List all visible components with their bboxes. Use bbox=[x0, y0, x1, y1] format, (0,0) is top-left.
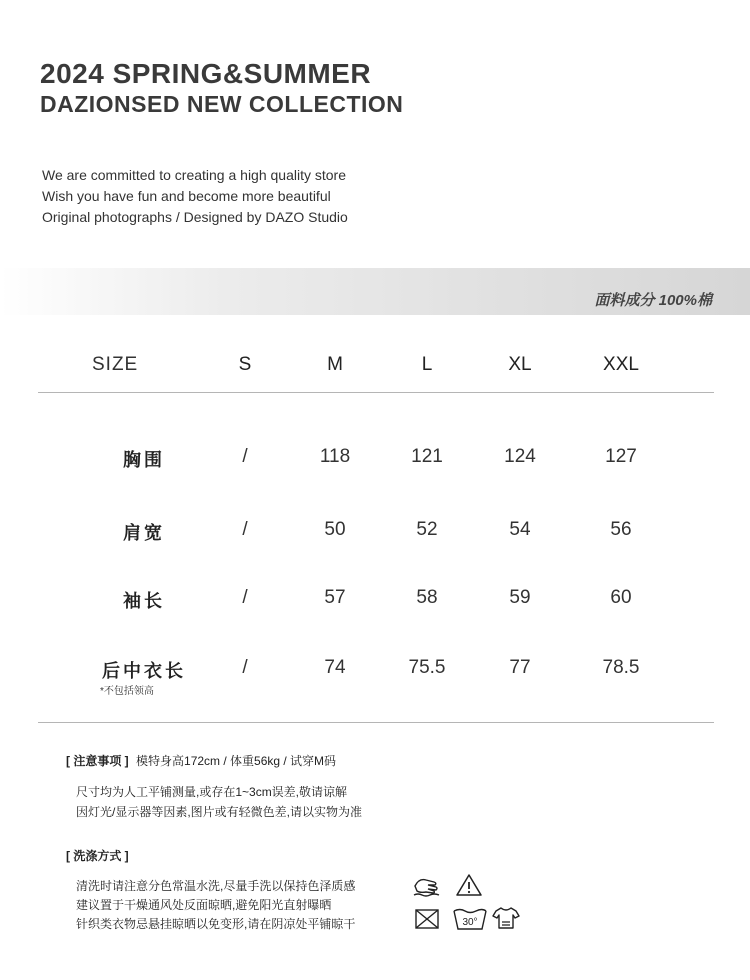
size-m: M bbox=[327, 354, 343, 375]
table-cell: 52 bbox=[416, 519, 438, 540]
table-cell: / bbox=[242, 446, 248, 467]
row-note-collar: *不包括领高 bbox=[100, 686, 154, 697]
table-divider-bottom bbox=[38, 722, 714, 723]
size-header-label: SIZE bbox=[92, 354, 139, 375]
table-cell: 56 bbox=[610, 519, 632, 540]
table-cell: / bbox=[242, 519, 248, 540]
iron-icon bbox=[492, 905, 520, 931]
washing-line-2: 建议置于干燥通风处反面晾晒,避免阳光直射曝晒 bbox=[76, 898, 332, 912]
table-cell: 58 bbox=[416, 587, 438, 608]
collection-title: 2024 SPRING&SUMMER bbox=[40, 58, 372, 89]
notes-section bbox=[66, 752, 336, 769]
intro-line-1: We are committed to creating a high quality store bbox=[42, 167, 347, 183]
table-cell: 75.5 bbox=[408, 657, 446, 678]
no-tumble-dry-icon bbox=[414, 907, 440, 931]
size-xl: XL bbox=[508, 354, 532, 375]
size-l: L bbox=[421, 354, 433, 375]
size-xxl: XXL bbox=[603, 354, 639, 375]
wash-30-icon bbox=[452, 906, 488, 932]
table-cell: 127 bbox=[605, 446, 637, 467]
row-label-chest: 胸围 bbox=[123, 450, 165, 470]
hand-wash-icon bbox=[412, 872, 442, 898]
washing-line-3: 针织类衣物忌悬挂晾晒以免变形,请在阴凉处平铺晾干 bbox=[76, 917, 356, 931]
size-s: S bbox=[238, 354, 252, 375]
collection-subtitle: DAZIONSED NEW COLLECTION bbox=[40, 91, 404, 117]
note-line-1: 尺寸均为人工平铺测量,或存在1~3cm误差,敬请谅解 bbox=[76, 785, 348, 799]
row-label-back-length: 后中衣长 bbox=[102, 661, 186, 681]
fabric-composition: 面料成分 100%棉 bbox=[594, 292, 712, 309]
table-cell: 50 bbox=[324, 519, 346, 540]
intro-line-3: Original photographs / Designed by DAZO Studio bbox=[42, 209, 348, 225]
warning-icon bbox=[455, 873, 483, 897]
table-cell: 118 bbox=[319, 446, 351, 467]
washing-line-1: 清洗时请注意分色常温水洗,尽量手洗以保持色泽质感 bbox=[76, 879, 356, 893]
table-cell: 121 bbox=[411, 446, 443, 467]
row-label-shoulder: 肩宽 bbox=[123, 523, 165, 543]
wash-temp-label: 30° bbox=[462, 917, 478, 928]
table-cell: 59 bbox=[509, 587, 531, 608]
table-cell: 124 bbox=[504, 446, 536, 467]
washing-title: [ 洗涤方式 ] bbox=[66, 849, 129, 863]
table-cell: / bbox=[242, 657, 248, 678]
table-cell: / bbox=[242, 587, 248, 608]
notes-title: [ 注意事项 ] bbox=[66, 754, 129, 768]
note-line-2: 因灯光/显示器等因素,图片或有轻微色差,请以实物为准 bbox=[76, 805, 363, 819]
table-cell: 60 bbox=[610, 587, 632, 608]
model-info: 模特身高172cm / 体重56kg / 试穿M码 bbox=[136, 754, 337, 768]
intro-line-2: Wish you have fun and become more beautiful bbox=[42, 188, 331, 204]
row-label-sleeve: 袖长 bbox=[123, 591, 165, 611]
table-divider-top bbox=[38, 392, 714, 393]
table-cell: 77 bbox=[509, 657, 531, 678]
table-cell: 74 bbox=[324, 657, 346, 678]
table-cell: 78.5 bbox=[602, 657, 640, 678]
table-cell: 54 bbox=[509, 519, 531, 540]
table-cell: 57 bbox=[324, 587, 346, 608]
